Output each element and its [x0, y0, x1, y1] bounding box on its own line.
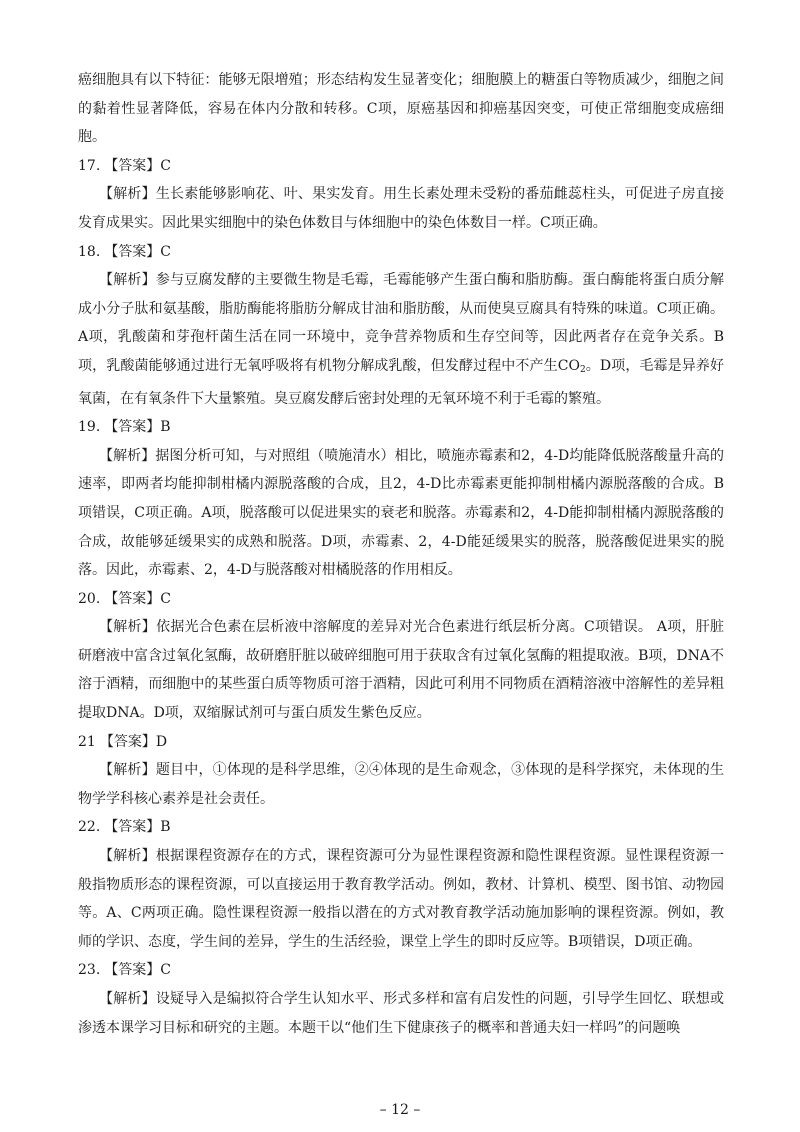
question-number: 21 — [78, 733, 96, 750]
explanation-18-part1: 【解析】参与豆腐发酵的主要微生物是毛霉，毛霉能够产生蛋白酶和脂肪酶。蛋白酶能将蛋白质分解成小分子肽和氨基酸，脂肪酶能将脂肪分解成甘油和脂肪酸，从而使臭豆腐具有特殊的味道。C项正确。A项，乳酸菌和芽孢杆菌生活在同一环境中，竞争营养物质和生存空间等，因此两者存在竞争关系。B项，乳酸菌能够通过进行无氧呼吸将有机物分解成乳酸，但发酵过程中不产生CO — [78, 272, 724, 374]
explanation-19: 【解析】据图分析可知，与对照组（喷施清水）相比，喷施赤霉素和2，4-D均能降低脱落酸量升高的速率，即两者均能抑制柑橘内源脱落酸的合成，且2，4-D比赤霉素更能抑制柑橘内源脱落酸的合成。B项错误，C项正确。A项，脱落酸可以促进果实的衰老和脱落。赤霉素和2，4-D能抑制柑橘内源脱落酸的合成，故能够延缓果实的成熟和脱落。D项，赤霉素、2，4-D能延缓果实的脱落，脱落酸促进果实的脱落。因此，赤霉素、2，4-D与脱落酸对柑橘脱落的作用相反。 — [78, 447, 724, 579]
co2-subscript: 2 — [579, 364, 586, 375]
explanation-18-part2: 。D项，毛霉是异养好氧菌，在有氧条件下大量繁殖。臭豆腐发酵后密封处理的无氧环境不利于毛霉的繁殖。 — [78, 357, 724, 407]
explanation-18 — [78, 266, 724, 413]
page-number: – 12 – — [379, 1102, 421, 1118]
answer-tag: 【答案】B — [104, 419, 171, 436]
question-number: 22. — [78, 819, 101, 836]
explanation-17: 【解析】生长素能够影响花、叶、果实发育。用生长素处理未受粉的番茄雌蕊柱头，可促进子房直接发育成果实。因此果实细胞中的染色体数目与体细胞中的染色体数目一样。C项正确。 — [78, 186, 724, 231]
answer-line-17 — [78, 152, 724, 181]
answer-line-18 — [78, 238, 724, 267]
answer-line-20 — [78, 585, 724, 614]
answer-key-page — [78, 66, 724, 1042]
question-number: 17. — [78, 157, 101, 174]
question-number: 23. — [78, 962, 101, 979]
answer-tag: 【答案】C — [104, 590, 171, 607]
answer-tag: 【答案】C — [104, 243, 171, 260]
question-number: 18. — [78, 243, 101, 260]
answer-line-23 — [78, 956, 724, 985]
explanation-21: 【解析】题目中，①体现的是科学思维，②④体现的是生命观念，③体现的是科学探究，未体现的生物学学科核心素养是社会责任。 — [78, 762, 724, 807]
question-number: 20. — [78, 590, 101, 607]
answer-line-21 — [78, 728, 724, 757]
explanation-23: 【解析】设疑导入是编拟符合学生认知水平、形式多样和富有启发性的问题，引导学生回忆、联想或渗透本课学习目标和研究的主题。本题干以“他们生下健康孩子的概率和普通夫妇一样吗”的问题唤 — [78, 991, 724, 1036]
answer-tag: 【答案】B — [104, 819, 171, 836]
explanation-22: 【解析】根据课程资源存在的方式，课程资源可分为显性课程资源和隐性课程资源。显性课程资源一般指物质形态的课程资源，可以直接运用于教育教学活动。例如，教材、计算机、模型、图书馆、动物园等。A、C两项正确。隐性课程资源一般指以潜在的方式对教育教学活动施加影响的课程资源。例如，教师的学识、态度，学生间的差异，学生的生活经验，课堂上学生的即时反应等。B项错误，D项正确。 — [78, 848, 724, 950]
explanation-20: 【解析】依据光合色素在层析液中溶解度的差异对光合色素进行纸层析分离。C项错误。 A项，肝脏研磨液中富含过氧化氢酶，故研磨肝脏以破碎细胞可用于获取含有过氧化氢酶的粗提取液。B项，DNA不溶于酒精，而细胞中的某些蛋白质等物质可溶于酒精，因此可利用不同物质在酒精溶液中溶解性的差异粗提取DNA。D项，双缩脲试剂可与蛋白质发生紫色反应。 — [78, 619, 724, 722]
answer-line-22 — [78, 813, 724, 842]
answer-tag: 【答案】C — [104, 157, 171, 174]
answer-tag: 【答案】C — [104, 962, 171, 979]
answer-line-19 — [78, 413, 724, 442]
continued-paragraph: 癌细胞具有以下特征：能够无限增殖；形态结构发生显著变化；细胞膜上的糖蛋白等物质减少，细胞之间的黏着性显著降低，容易在体内分散和转移。C项，原癌基因和抑癌基因突变，可使正常细胞变成癌细胞。 — [78, 72, 724, 146]
question-number: 19. — [78, 419, 101, 436]
answer-tag: 【答案】D — [99, 733, 168, 750]
